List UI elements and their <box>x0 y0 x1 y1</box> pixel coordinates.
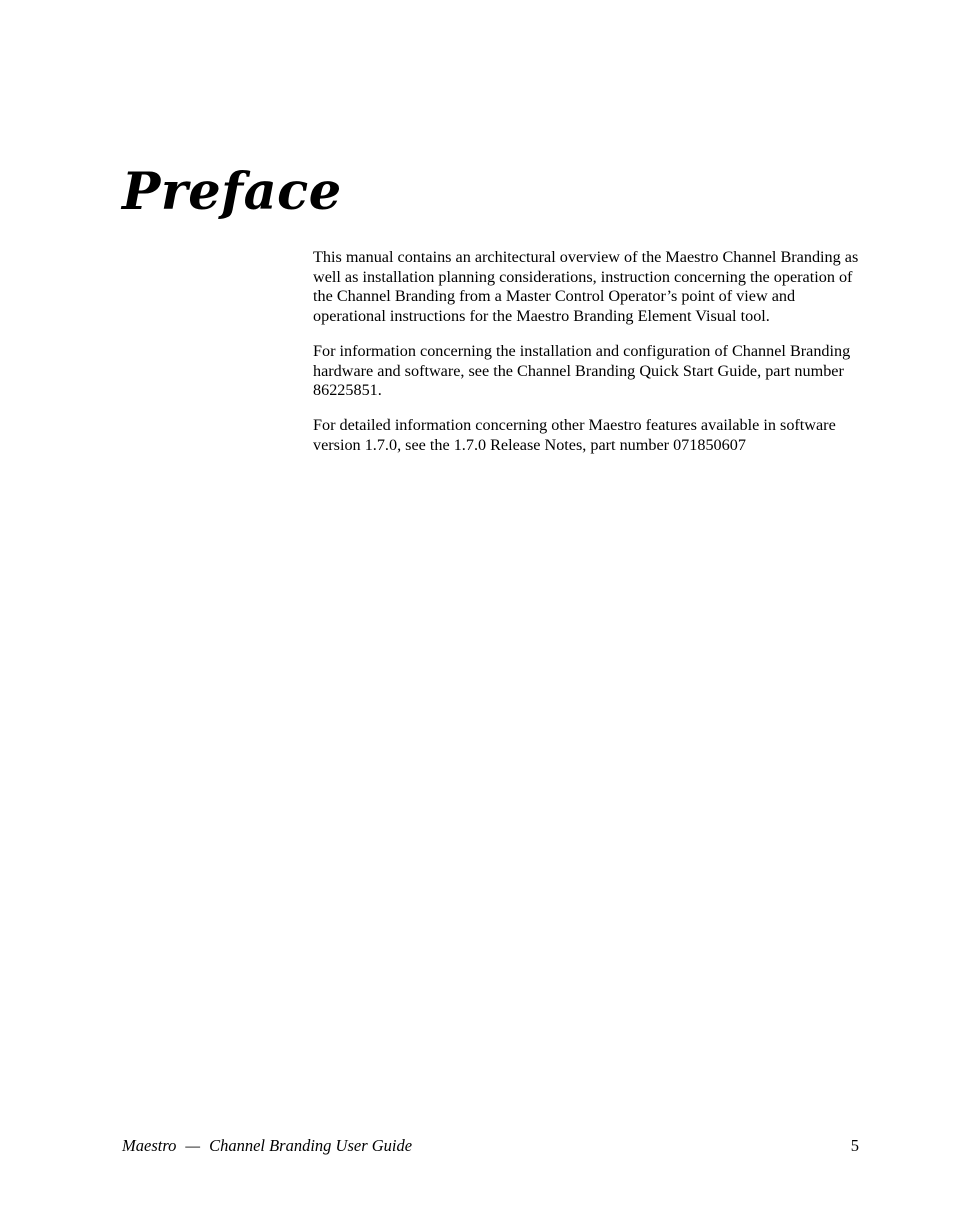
page-footer <box>122 1136 859 1156</box>
intro-paragraph: This manual contains an architectural overview of the Maestro Channel Branding as well as installation planning considerations, instruction concerning the operation of the Channel Branding from a Master Control Operator’s point of view and operational instructions for the Maestro Branding Element Visual tool. <box>313 248 859 326</box>
release-notes-paragraph: For detailed information concerning other Maestro features available in software version 1.7.0, see the 1.7.0 Release Notes, part number 071850607 <box>313 415 836 454</box>
footer-title <box>122 1136 412 1156</box>
installation-paragraph: For information concerning the installation and configuration of Channel Branding hardware and software, see the Channel Branding Quick Start Guide, part number 86225851. <box>313 341 851 400</box>
page-number: 5 <box>850 1136 859 1155</box>
footer-guide-title: Channel Branding User Guide <box>209 1136 413 1155</box>
page-title: Preface <box>122 162 342 222</box>
footer-product: Maestro <box>122 1136 177 1155</box>
footer-separator: — <box>185 1136 201 1155</box>
body-text <box>313 248 861 470</box>
